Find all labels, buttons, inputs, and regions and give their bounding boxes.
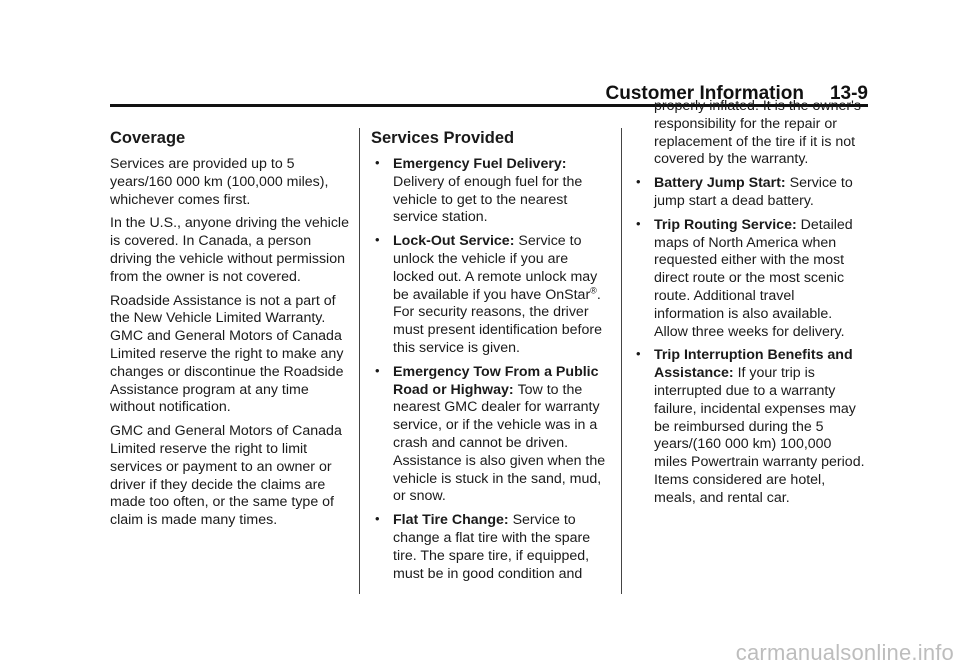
coverage-paragraph: Services are provided up to 5 years/160 000 km (100,000 miles), whichever comes first. — [110, 156, 329, 208]
service-term: Lock-Out Service: — [393, 233, 515, 250]
service-term: Trip Interruption Benefits and Assistance: — [654, 347, 853, 382]
service-continuation: properly inflated. It is the owner's responsibility for the repair or replacement of the tire if it is not covered by the warranty. — [654, 98, 861, 168]
service-term: Emergency Fuel Delivery: — [393, 156, 567, 172]
service-item — [371, 512, 611, 583]
service-text: . For security reasons, the driver must present identification before this service is given. — [393, 286, 602, 356]
coverage-paragraph: GMC and General Motors of Canada Limited reserve the right to limit services or payment to an owner or driver if they decide the claims are made too often, or the same type of claim is made many times. — [110, 423, 342, 529]
bullet-icon: • — [636, 215, 641, 231]
services-column — [371, 126, 611, 589]
coverage-paragraph: Roadside Assistance is not a part of the New Vehicle Limited Warranty. GMC and General Motors of Canada Limited reserve the right to make any changes or discontinue the Roadside Assistance program at any time without notification. — [110, 292, 344, 416]
coverage-paragraph: In the U.S., anyone driving the vehicle is covered. In Canada, a person driving the vehicle without permission from the owner is not covered. — [110, 215, 349, 285]
services-heading: Services Provided — [371, 129, 515, 147]
bullet-icon: • — [375, 362, 380, 378]
service-item — [371, 156, 611, 227]
service-item — [632, 217, 868, 342]
page-number: 13-9 — [829, 83, 868, 104]
coverage-heading: Coverage — [110, 129, 186, 147]
service-term: Trip Routing Service: — [654, 216, 797, 233]
service-item — [632, 347, 868, 507]
bullet-icon: • — [375, 511, 380, 527]
registered-mark: ® — [590, 284, 597, 295]
service-text: Service to change a flat tire with the spare tire. The spare tire, if equipped, must be in good condition and — [393, 512, 591, 582]
service-text: Detailed maps of North America when requested either with the most direct route or the most scenic route. Additional travel information is also available. Allow three weeks for delivery. — [654, 216, 853, 340]
service-text: Service to jump start a dead battery. — [654, 175, 853, 209]
service-item — [371, 364, 611, 506]
service-item — [371, 233, 611, 358]
services-column-continued — [632, 98, 868, 514]
bullet-icon: • — [636, 346, 641, 362]
column-divider — [359, 128, 360, 594]
watermark: carmanualsonline.info — [735, 640, 954, 665]
service-item — [632, 175, 868, 211]
service-term: Emergency Tow From a Public Road or Highway: — [393, 363, 599, 398]
section-title: Customer Information — [605, 83, 804, 104]
service-term: Battery Jump Start: — [654, 175, 786, 192]
bullet-icon: • — [375, 155, 380, 170]
service-text: Tow to the nearest GMC dealer for warranty service, or if the vehicle was in a crash and cannot be driven. Assistance is also given when the vehicle is stuck in the sand, mud, or snow. — [393, 381, 606, 505]
service-text: Delivery of enough fuel for the vehicle to get to the nearest service station. — [393, 173, 583, 226]
bullet-icon: • — [636, 174, 641, 190]
coverage-column — [110, 126, 350, 536]
service-text: Service to unlock the vehicle if you are locked out. A remote unlock may be available if you have OnStar — [393, 233, 598, 303]
service-term: Flat Tire Change: — [393, 512, 509, 529]
bullet-icon: • — [375, 232, 380, 248]
service-text: If your trip is interrupted due to a warranty failure, incidental expenses may be reimbursed during the 5 years/(160 000 km) 100,000 miles Powertrain warranty period. Items considered are hotel, meals, and rental car. — [654, 365, 865, 506]
column-divider — [621, 128, 622, 594]
